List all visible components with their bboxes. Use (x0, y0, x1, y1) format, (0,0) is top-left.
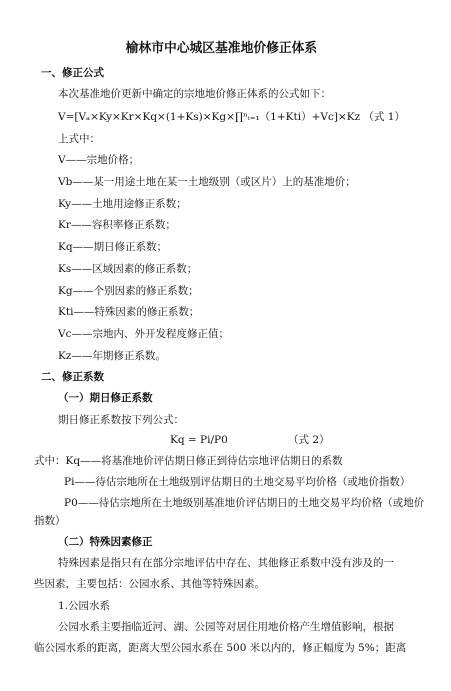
definition-line: Kr——容积率修正系数； (58, 219, 176, 231)
definition-line: Vc——宗地内、外开发程度修正值； (58, 328, 229, 340)
definition-line: Kz——年期修正系数。 (58, 350, 166, 362)
formula-2-definition: Pi——待估宗地所在土地级别评估期日的土地交易平均价格（或地价指数） (64, 476, 411, 488)
subsection-1-heading: （一）期日修正系数 (58, 392, 153, 404)
formula-2-definition: P0——待估宗地所在土地级别基准地价评估期日的土地交易平均价格（或地价 (64, 497, 425, 509)
section-2-heading: 二、修正系数 (41, 371, 104, 383)
definition-line: V——宗地价格； (58, 154, 140, 166)
definition-line: Ky——土地用途修正系数； (58, 198, 187, 210)
document-title: 榆林市中心城区基准地价修正体系 (125, 41, 318, 56)
formula-2-definition: 式中：Kq——将基准地价评估期日修正到待估宗地评估期日的系数 (34, 455, 343, 467)
formula-1: V=[Vₐ×Ky×Kr×Kq×(1+Ks)×Kg×∏ⁿᵢ₌₁（1+Kti）+Vc]×Kz （式 1） (58, 111, 405, 123)
subsection-2-heading: （二）特殊因素修正 (58, 536, 153, 548)
paragraph-line: 公园水系主要指临近河、湖、公园等对居住用地价格产生增值影响，根据 (58, 621, 394, 633)
paragraph-line: 临公园水系的距离，距离大型公园水系在 500 米以内的，修正幅度为 5%；距离 (34, 642, 407, 654)
formula-2-definition: 指数） (34, 515, 66, 527)
list-item-heading: 1.公园水系 (58, 600, 111, 612)
paragraph-line: 些因素，主要包括：公园水系、其他等特殊因素。 (34, 578, 265, 590)
definition-line: Vb——某一用途土地在某一土地级别（或区片）上的基准地价； (58, 176, 356, 188)
formula-2-tag: （式 2） (288, 434, 330, 446)
definition-line: Ks——区域因素的修正系数； (58, 263, 198, 275)
section-1-intro: 本次基准地价更新中确定的宗地地价修正体系的公式如下： (58, 88, 331, 100)
legend-intro: 上式中： (58, 133, 100, 145)
paragraph-line: 特殊因素是指只有在部分宗地评估中存在、其他修正系数中没有涉及的一 (58, 557, 394, 569)
definition-line: Kg——个别因素的修正系数； (58, 285, 199, 297)
section-1-heading: 一、修正公式 (41, 67, 104, 79)
formula-2: Kq = Pi/P0 (170, 434, 228, 446)
definition-line: Kq——期日修正系数； (58, 241, 168, 253)
definition-line: Kti——特殊因素的修正系数； (58, 306, 200, 318)
subsection-1-intro: 期日修正系数按下列公式： (58, 414, 184, 426)
